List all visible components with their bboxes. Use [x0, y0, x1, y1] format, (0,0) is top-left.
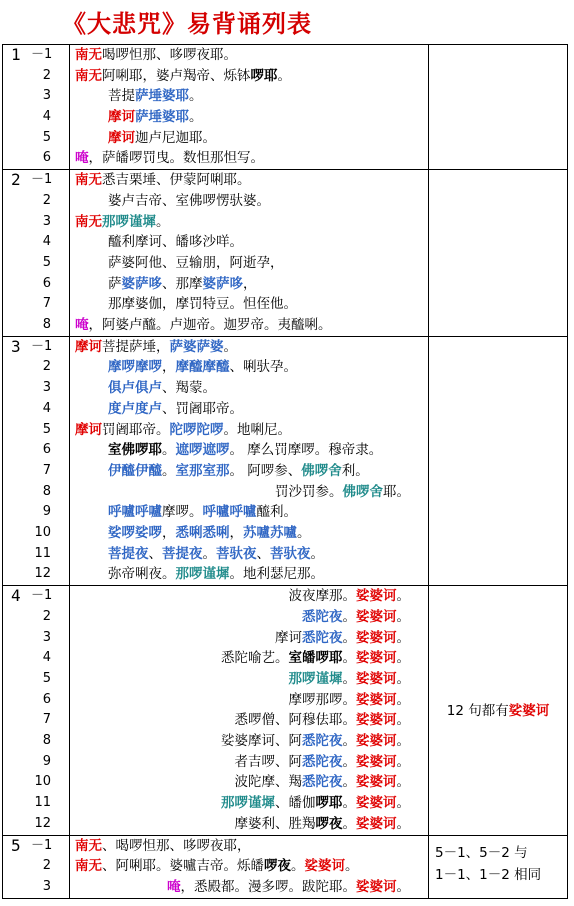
line-number: 7 — [42, 296, 51, 312]
text-segment: 。 — [396, 629, 410, 646]
line-number: 6 — [42, 275, 51, 291]
line-number: 8 — [42, 732, 51, 748]
mantra-table — [2, 44, 568, 899]
text-segment: 摩醯摩醯 — [175, 359, 230, 376]
line-number: 6 — [42, 150, 51, 166]
line-number — [3, 586, 69, 607]
text-segment: 悉啰僧、阿穆佉耶。 — [234, 712, 356, 729]
text-segment: 醯利。 — [256, 504, 297, 521]
text-segment: 佛啰舍 — [342, 483, 383, 500]
text-segment: 婆卢吉帝、室佛啰愣驮婆。 — [108, 192, 270, 209]
text-segment: 娑婆诃 — [356, 670, 397, 687]
text-segment: 。 — [342, 774, 356, 791]
text-segment: 悉陀夜 — [302, 753, 343, 770]
text-segment: ，悉殿都。漫多啰。跋陀耶。 — [180, 878, 356, 895]
line-number: 10 — [34, 774, 51, 790]
section-number: 3 — [11, 336, 21, 356]
line-number: 7 — [42, 712, 51, 728]
text-segment: 波夜摩那。 — [288, 588, 356, 605]
text-segment: 。 — [342, 650, 356, 667]
note-column — [429, 170, 568, 337]
text-segment: 。 — [156, 213, 170, 230]
text-segment: 。 — [342, 732, 356, 749]
text-segment: 伊醯伊醯 — [108, 462, 162, 479]
mantra-line — [70, 170, 428, 191]
line-number — [3, 170, 69, 191]
text-segment: 者吉啰、阿 — [234, 753, 302, 770]
text-segment: 。 — [162, 462, 176, 479]
text-segment: 南无 — [75, 858, 102, 875]
text-segment: 。 — [202, 545, 216, 562]
text-segment: 那啰谨墀 — [175, 566, 230, 583]
mantra-line — [70, 482, 428, 503]
text-segment: 、喝啰怛那、哆啰夜耶， — [102, 837, 251, 854]
mantra-line — [70, 420, 428, 441]
mantra-line — [70, 440, 428, 461]
mantra-line — [70, 191, 428, 212]
text-segment: 呼嚧呼嚧 — [108, 504, 162, 521]
mantra-line — [70, 378, 428, 399]
text-segment: 、 — [256, 545, 270, 562]
line-sub-number: －1 — [31, 588, 53, 604]
text-segment: 、罚阇耶帝。 — [162, 400, 243, 417]
line-number: 12 — [34, 566, 51, 582]
mantra-line — [70, 752, 428, 773]
text-segment: 娑婆诃 — [356, 774, 397, 791]
mantra-text-column — [70, 835, 429, 898]
text-segment: 那啰谨墀 — [102, 213, 156, 230]
text-segment: 俱卢俱卢 — [108, 380, 162, 397]
mantra-line — [70, 66, 428, 87]
line-number: 5 — [42, 421, 51, 437]
text-segment: 。 — [396, 608, 410, 625]
text-segment: 那啰谨墀 — [288, 670, 343, 687]
note-column — [429, 586, 568, 835]
text-segment: 婆萨哆 — [121, 275, 162, 292]
text-segment: 娑婆诃 — [356, 732, 397, 749]
text-segment: 。 — [342, 670, 356, 687]
text-segment: 南无 — [75, 837, 102, 854]
text-segment: 罚沙罚参。 — [275, 483, 343, 500]
line-sub-number: －1 — [31, 172, 53, 188]
line-number: 3 — [42, 629, 51, 645]
mantra-line — [70, 148, 428, 169]
text-segment: 。 — [342, 629, 356, 646]
line-number: 2 — [42, 359, 51, 375]
text-segment: 。 — [396, 691, 410, 708]
text-segment: 娑啰娑啰 — [108, 524, 162, 541]
section-row — [3, 586, 568, 835]
mantra-line — [70, 793, 428, 814]
text-segment: 。 — [162, 442, 176, 459]
text-segment: 娑婆诃 — [356, 878, 397, 895]
line-number: 3 — [42, 88, 51, 104]
text-segment: 。 — [396, 650, 410, 667]
text-segment: 喝啰怛那、哆啰夜耶。 — [102, 47, 237, 63]
text-segment: 、阿唎耶。婆嚧吉帝。烁皤 — [102, 858, 264, 875]
line-number: 5 — [42, 254, 51, 270]
note-text: 12 句都有娑婆诃 — [446, 703, 550, 720]
mantra-line — [70, 128, 428, 149]
line-number: 11 — [34, 795, 51, 811]
line-number: 8 — [42, 483, 51, 499]
mantra-line — [70, 399, 428, 420]
line-number: 12 — [34, 815, 51, 831]
text-segment: 摩诃 — [75, 338, 102, 355]
line-number: 2 — [42, 67, 51, 83]
mantra-line — [70, 212, 428, 233]
text-segment: 醯利摩诃、皤哆沙咩。 — [108, 234, 243, 251]
text-segment: 。 — [396, 878, 410, 895]
line-number-column — [3, 336, 70, 585]
text-segment: 、唎驮孕。 — [229, 359, 297, 376]
line-number — [3, 45, 69, 66]
mantra-line — [70, 45, 428, 66]
mantra-line — [70, 523, 428, 544]
text-segment: 啰耶 — [315, 795, 343, 812]
text-segment: 。 — [342, 753, 356, 770]
text-segment: 室皤啰耶 — [288, 650, 343, 667]
text-segment: 。 — [396, 732, 410, 749]
mantra-line — [70, 253, 428, 274]
line-number: 8 — [42, 317, 51, 332]
text-segment: 。 — [291, 858, 305, 875]
text-segment: 苏嚧苏嚧 — [243, 524, 297, 541]
text-segment: 菩提 — [108, 88, 135, 105]
text-segment: 菩提萨埵， — [102, 338, 170, 355]
text-segment: 。 — [342, 795, 356, 812]
line-number-column — [3, 586, 70, 835]
text-segment: 啰夜 — [264, 858, 291, 875]
text-segment: 娑婆诃 — [356, 588, 397, 605]
section-row — [3, 336, 568, 585]
text-segment: 啰夜 — [315, 815, 343, 832]
note-column — [429, 45, 568, 170]
text-segment: 悉唎悉唎 — [175, 524, 230, 541]
text-segment: 利。 — [341, 462, 369, 479]
line-number — [3, 337, 69, 358]
text-segment: 耶。 — [383, 483, 410, 500]
text-segment: 南无 — [75, 213, 102, 230]
text-segment: 。 — [277, 67, 291, 84]
text-segment: 萨埵婆耶 — [135, 88, 189, 105]
mantra-line — [70, 357, 428, 378]
line-number: 4 — [42, 650, 51, 666]
text-segment: 娑婆诃 — [356, 650, 397, 667]
text-segment: 。 — [396, 815, 410, 832]
text-segment: 。 — [396, 712, 410, 729]
mantra-line — [70, 586, 428, 607]
mantra-line — [70, 564, 428, 585]
text-segment: 那啰谨墀 — [221, 795, 275, 812]
text-segment: 萨婆阿他、豆输朋，阿逝孕， — [108, 254, 284, 271]
text-segment: 娑婆摩诃、阿 — [221, 732, 302, 749]
text-segment: 。 — [396, 588, 410, 605]
line-number: 2 — [42, 858, 51, 874]
mantra-line — [70, 690, 428, 711]
line-sub-number: －1 — [31, 338, 53, 354]
text-segment: 唵 — [75, 317, 89, 333]
section-number: 1 — [11, 45, 21, 64]
note-text: 5－1、5－2 与 1－1、1－2 相同 — [435, 844, 542, 883]
section-row — [3, 835, 568, 898]
mantra-line — [70, 502, 428, 523]
text-segment: 萨婆萨婆 — [169, 338, 224, 355]
section-number: 5 — [11, 835, 21, 855]
line-number — [3, 836, 69, 857]
text-segment: 悉陀夜 — [302, 732, 343, 749]
section-number: 4 — [11, 586, 21, 606]
text-segment: 阿唎耶，婆卢羯帝、烁钵 — [102, 67, 251, 84]
text-segment: 。地利瑟尼那。 — [229, 566, 324, 583]
mantra-line — [70, 294, 428, 315]
note-column — [429, 835, 568, 898]
text-segment: 唵 — [75, 150, 89, 167]
text-segment: 摩啰那啰。 — [288, 691, 356, 708]
text-segment: 。 — [345, 858, 359, 875]
text-segment: 弥帝唎夜。 — [108, 566, 176, 583]
text-segment: ， — [243, 275, 257, 292]
line-number: 4 — [42, 400, 51, 416]
page-title: 《大悲咒》易背诵列表 — [62, 9, 312, 38]
text-segment: 摩诃 — [275, 629, 302, 646]
text-segment: 。 — [310, 545, 324, 562]
text-segment: 娑婆诃 — [356, 629, 397, 646]
line-number: 10 — [34, 524, 51, 540]
line-number-column — [3, 835, 70, 898]
text-segment: 。 — [189, 109, 203, 126]
text-segment: 佛啰舍 — [301, 462, 342, 479]
note-column — [429, 336, 568, 585]
text-segment: 。 — [189, 88, 203, 105]
mantra-line — [70, 731, 428, 752]
mantra-line — [70, 836, 428, 857]
line-number: 3 — [42, 380, 51, 396]
mantra-line — [70, 772, 428, 793]
section-number: 2 — [11, 170, 21, 190]
mantra-line — [70, 544, 428, 565]
mantra-line — [70, 274, 428, 295]
text-segment: 室那室那 — [175, 462, 230, 479]
text-segment: 。 摩么罚摩啰。穆帝隶。 — [229, 442, 383, 459]
mantra-line — [70, 337, 428, 358]
section-row — [3, 170, 568, 337]
mantra-line — [70, 607, 428, 628]
text-segment: 。 — [396, 753, 410, 770]
text-segment: 娑婆诃 — [356, 608, 397, 625]
text-segment: 娑婆诃 — [356, 691, 397, 708]
text-segment: 悉陀夜 — [302, 629, 343, 646]
mantra-text-column — [70, 45, 429, 170]
line-number: 4 — [42, 234, 51, 250]
text-segment: 、羯蒙。 — [162, 380, 216, 397]
text-segment: ， — [162, 524, 176, 541]
line-number: 11 — [34, 545, 51, 561]
text-segment: 南无 — [75, 172, 102, 189]
text-segment: 啰耶 — [250, 67, 278, 84]
text-segment: 。 — [396, 795, 410, 812]
text-segment: 娑婆诃 — [356, 712, 397, 729]
text-segment: 呼嚧呼嚧 — [202, 504, 257, 521]
text-segment: 菩提夜 — [108, 545, 149, 562]
mantra-line — [70, 461, 428, 482]
text-segment: 娑婆诃 — [356, 815, 397, 832]
text-segment: 悉陀夜 — [302, 774, 343, 791]
mantra-line — [70, 232, 428, 253]
text-segment: 南无 — [75, 47, 102, 63]
text-segment: 室佛啰耶 — [108, 442, 162, 459]
text-segment: 。 — [396, 670, 410, 687]
text-segment: 摩啰摩啰 — [108, 359, 162, 376]
mantra-line — [70, 628, 428, 649]
text-segment: 、皤伽 — [275, 795, 316, 812]
text-segment: 。 — [223, 338, 237, 355]
text-segment: 波陀摩、羯 — [234, 774, 302, 791]
mantra-line — [70, 814, 428, 835]
line-number: 6 — [42, 691, 51, 707]
line-number: 5 — [42, 670, 51, 686]
line-number: 2 — [42, 608, 51, 624]
mantra-line — [70, 669, 428, 690]
text-segment: 。 — [297, 524, 311, 541]
mantra-line — [70, 877, 428, 898]
line-number-column — [3, 45, 70, 170]
text-segment: 萨 — [108, 275, 122, 292]
mantra-line — [70, 856, 428, 877]
line-number: 3 — [42, 878, 51, 894]
line-number: 2 — [42, 192, 51, 208]
text-segment: ，阿婆卢醯。卢迦帝。迦罗帝。夷醯唎。 — [88, 317, 332, 333]
line-number: 5 — [42, 129, 51, 145]
line-number: 7 — [42, 462, 51, 478]
text-segment: 迦卢尼迦耶。 — [135, 129, 216, 146]
text-segment: ，萨皤啰罚曳。数怛那怛写。 — [88, 150, 264, 167]
text-segment: 娑婆诃 — [356, 753, 397, 770]
text-segment: 摩诃 — [108, 109, 135, 126]
text-segment: 遮啰遮啰 — [175, 442, 230, 459]
text-segment: 南无 — [75, 67, 102, 84]
text-segment: 、那摩 — [162, 275, 203, 292]
text-segment: ， — [229, 524, 243, 541]
text-segment: ， — [162, 359, 176, 376]
text-segment: 那摩婆伽，摩罚特豆。怛侄他。 — [108, 296, 297, 313]
text-segment: 摩啰。 — [162, 504, 203, 521]
mantra-line — [70, 107, 428, 128]
text-segment: 。 — [396, 774, 410, 791]
text-segment: 菩提夜 — [162, 545, 203, 562]
section-row — [3, 45, 568, 170]
line-number: 3 — [42, 213, 51, 229]
mantra-line — [70, 315, 428, 336]
text-segment: 菩驮夜 — [270, 545, 311, 562]
line-sub-number: －1 — [31, 837, 53, 853]
line-number: 6 — [42, 442, 51, 458]
line-sub-number: －1 — [31, 47, 53, 62]
mantra-text-column — [70, 336, 429, 585]
mantra-line — [70, 710, 428, 731]
text-segment: 。 — [342, 608, 356, 625]
text-segment: 摩诃 — [108, 129, 135, 146]
line-number-column — [3, 170, 70, 337]
mantra-text-column — [70, 586, 429, 835]
text-segment: 悉陀夜 — [302, 608, 343, 625]
text-segment: 度卢度卢 — [108, 400, 162, 417]
text-segment: 悉陀喻艺。 — [221, 650, 289, 667]
text-segment: 婆萨哆 — [202, 275, 243, 292]
text-segment: 。 — [342, 815, 356, 832]
text-segment: 菩驮夜 — [216, 545, 257, 562]
text-segment: 。 阿啰参、 — [229, 462, 302, 479]
line-number: 9 — [42, 504, 51, 520]
text-segment: 罚阇耶帝。 — [102, 421, 170, 438]
line-number: 4 — [42, 109, 51, 125]
mantra-text-column — [70, 170, 429, 337]
mantra-line — [70, 648, 428, 669]
text-segment: 娑婆诃 — [356, 795, 397, 812]
text-segment: 陀啰陀啰 — [169, 421, 224, 438]
text-segment: 唵 — [167, 878, 181, 895]
text-segment: 、 — [148, 545, 162, 562]
mantra-line — [70, 86, 428, 107]
text-segment: 娑婆诃 — [304, 858, 345, 875]
text-segment: 。地唎尼。 — [223, 421, 291, 438]
text-segment: 萨埵婆耶 — [135, 109, 189, 126]
text-segment: 摩婆利、胜羯 — [234, 815, 316, 832]
text-segment: 悉吉栗埵、伊蒙阿唎耶。 — [102, 172, 251, 189]
line-number: 9 — [42, 753, 51, 769]
text-segment: 摩诃 — [75, 421, 102, 438]
